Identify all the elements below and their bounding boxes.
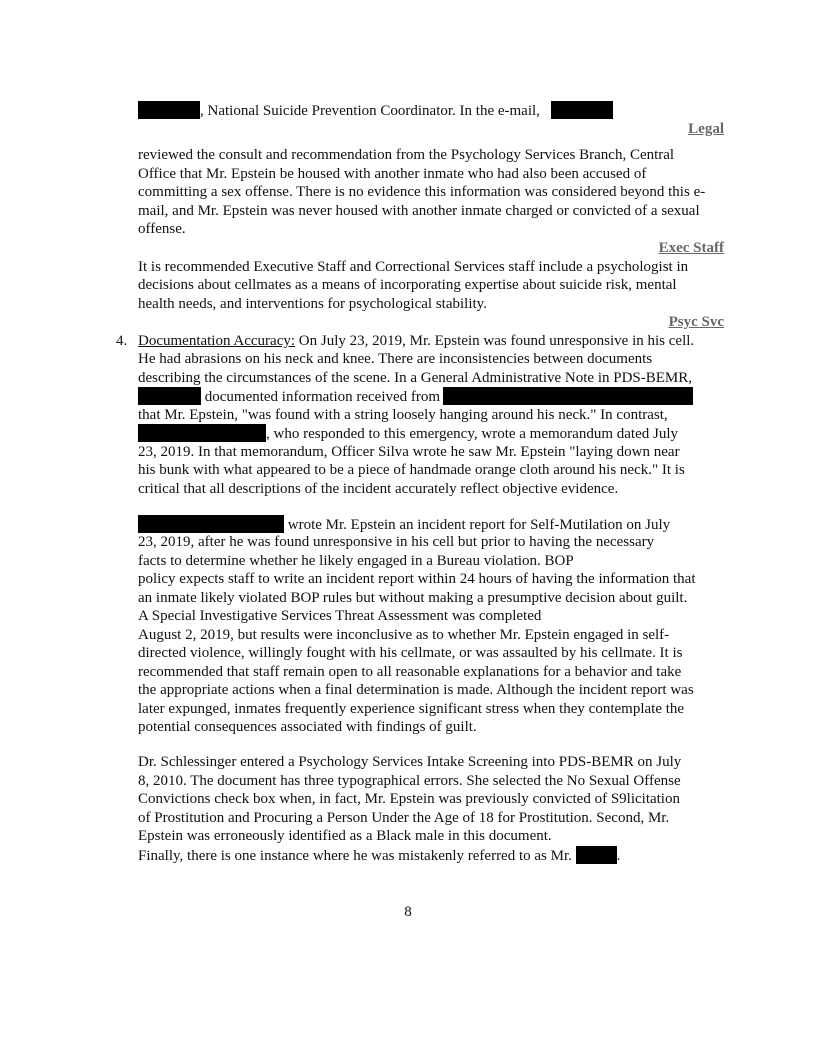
text-line: Office that Mr. Epstein be housed with another inmate who had also been accused of (138, 166, 647, 182)
text-line: an inmate likely violated BOP rules but without making a presumptive decision about guilt. (138, 590, 688, 606)
text-line: Epstein was erroneously identified as a Black male in this document. (138, 828, 552, 844)
item4-line4-text: documented information received from (204, 389, 441, 405)
text-line: describing the circumstances of the scene. In a General Administrative Note in PDS-BEMR, (138, 370, 693, 386)
text-line: Convictions check box when, in fact, Mr. Epstein was previously convicted of S9licitation (138, 791, 680, 807)
tag-psyc-svc: Psyc Svc (668, 314, 724, 330)
text-line: reviewed the consult and recommendation from the Psychology Services Branch, Central (138, 147, 675, 163)
incident-line1-text: wrote Mr. Epstein an incident report for Self-Mutilation on July (287, 517, 671, 533)
item-number: 4. (116, 333, 128, 349)
text-line: health needs, and interventions for psychological stability. (138, 296, 487, 312)
text-line: 23, 2019, after he was found unresponsive in his cell but prior to having the necessary (138, 534, 655, 550)
schlessinger-last-line (138, 846, 620, 866)
text-line: He had abrasions on his neck and knee. There are inconsistencies between documents (138, 351, 653, 367)
text-line: mail, and Mr. Epstein was never housed with another inmate charged or convicted of a sexual (138, 203, 700, 219)
tag-exec-staff: Exec Staff (658, 240, 724, 256)
redaction-block (443, 387, 693, 405)
item4-line4 (138, 387, 440, 407)
intro-line (138, 101, 540, 121)
incident-line1 (138, 515, 670, 535)
text-line: August 2, 2019, but results were inconclusive as to whether Mr. Epstein engaged in self- (138, 627, 670, 643)
text-line: recommended that staff remain open to all reasonable explanations for a behavior and take (138, 664, 682, 680)
tag-legal: Legal (688, 121, 724, 137)
schlessinger-last-text: Finally, there is one instance where he was mistakenly referred to as Mr. (138, 848, 572, 864)
intro-text: , National Suicide Prevention Coordinator. In the e-mail, (200, 103, 540, 119)
text-line: 8, 2010. The document has three typographical errors. She selected the No Sexual Offense (138, 773, 681, 789)
text-line: offense. (138, 221, 186, 237)
text-line: critical that all descriptions of the incident accurately reflect objective evidence. (138, 481, 619, 497)
item4-line6 (138, 424, 678, 444)
redaction-block (576, 846, 617, 864)
text-line: It is recommended Executive Staff and Correctional Services staff include a psychologist in (138, 259, 689, 275)
text-line: facts to determine whether he likely engaged in a Bureau violation. BOP (138, 553, 574, 569)
text-line: of Prostitution and Procuring a Person Under the Age of 18 for Prostitution. Second, Mr. (138, 810, 670, 826)
text-line: later expunged, inmates frequently experience significant stress when they contemplate the (138, 701, 685, 717)
text-line: his bunk with what appeared to be a piece of handmade orange cloth around his neck." It is (138, 462, 685, 478)
text-line: the appropriate actions when a final determination is made. Although the incident report was (138, 682, 694, 698)
redaction-block (138, 101, 200, 119)
redaction-block (551, 101, 613, 119)
text-line: potential consequences associated with findings of guilt. (138, 719, 477, 735)
text-line: 23, 2019. In that memorandum, Officer Silva wrote he saw Mr. Epstein "laying down near (138, 444, 680, 460)
text-line: Dr. Schlessinger entered a Psychology Services Intake Screening into PDS-BEMR on July (138, 754, 682, 770)
item4-line6-text: , who responded to this emergency, wrote a memorandum dated July (266, 426, 678, 442)
schlessinger-last-end: . (616, 848, 621, 864)
text-line: decisions about cellmates as a means of incorporating expertise about suicide risk, mental (138, 277, 677, 293)
redaction-block (138, 515, 284, 533)
text-line: directed violence, willingly fought with his cellmate, or was assaulted by his cellmate. It is (138, 645, 683, 661)
page-number: 8 (404, 904, 412, 920)
redaction-block (138, 387, 201, 405)
item4-line (138, 332, 694, 351)
redaction-block (138, 424, 266, 442)
item4-heading: Documentation Accuracy: (138, 333, 296, 349)
text-line: committing a sex offense. There is no evidence this information was considered beyond this e- (138, 184, 706, 200)
text-line: that Mr. Epstein, "was found with a string loosely hanging around his neck." In contrast, (138, 407, 668, 423)
text-line: A Special Investigative Services Threat Assessment was completed (138, 608, 542, 624)
item4-line1-rest: On July 23, 2019, Mr. Epstein was found unresponsive in his cell. (295, 333, 695, 349)
text-line: policy expects staff to write an incident report within 24 hours of having the information that (138, 571, 696, 587)
